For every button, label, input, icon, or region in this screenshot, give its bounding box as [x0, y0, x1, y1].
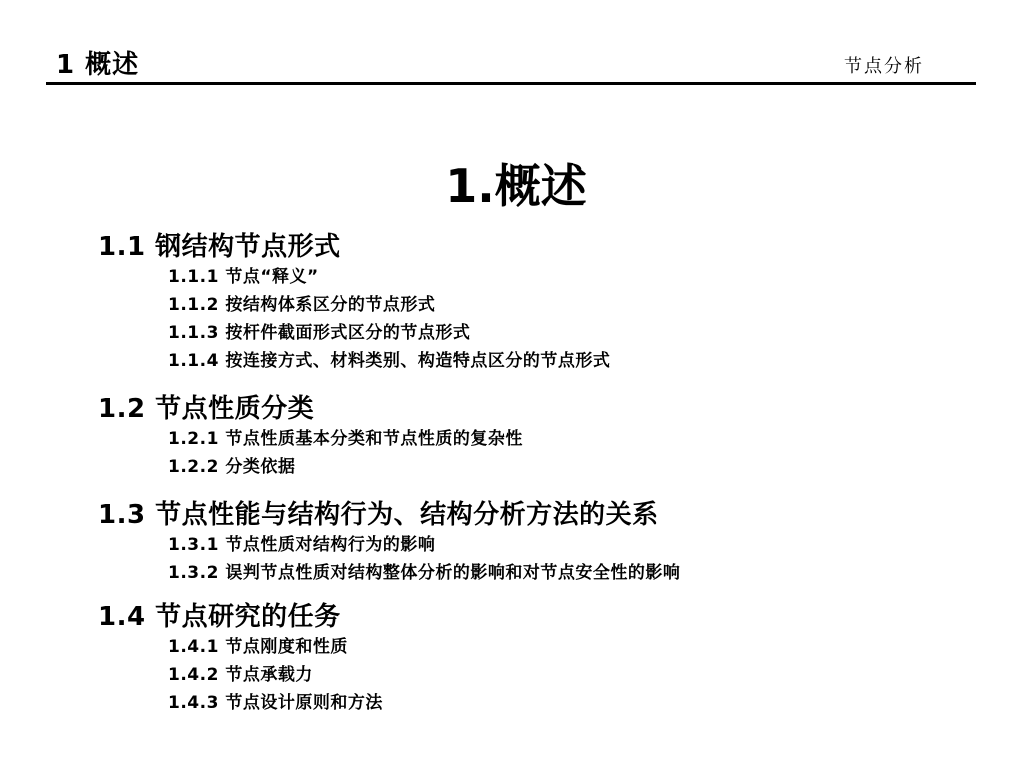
page-title — [0, 150, 1024, 216]
list-item-1-4-3: 1.4.3 节点设计原则和方法 — [168, 693, 383, 713]
section-heading-1-2: 1.2 节点性质分类 — [98, 394, 315, 424]
header-topic-label: 节点分析 — [844, 56, 924, 77]
header-divider — [46, 82, 976, 85]
list-item-1-4-1: 1.4.1 节点刚度和性质 — [168, 637, 348, 657]
list-item-1-4-2: 1.4.2 节点承载力 — [168, 665, 313, 685]
list-item-1-2-1: 1.2.1 节点性质基本分类和节点性质的复杂性 — [168, 429, 523, 449]
page-title-text: 1.概述 — [445, 159, 587, 213]
section-heading-1-1: 1.1 钢结构节点形式 — [98, 232, 341, 262]
list-item-1-1-2: 1.1.2 按结构体系区分的节点形式 — [168, 295, 436, 315]
section-heading-1-4: 1.4 节点研究的任务 — [98, 602, 341, 632]
header-chapter-title: 1 概述 — [56, 50, 140, 80]
list-item-1-1-4: 1.1.4 按连接方式、材料类别、构造特点区分的节点形式 — [168, 351, 611, 371]
list-item-1-3-1: 1.3.1 节点性质对结构行为的影响 — [168, 535, 436, 555]
section-heading-1-3: 1.3 节点性能与结构行为、结构分析方法的关系 — [98, 500, 659, 530]
list-item-1-3-2: 1.3.2 误判节点性质对结构整体分析的影响和对节点安全性的影响 — [168, 563, 681, 583]
list-item-1-1-3: 1.1.3 按杆件截面形式区分的节点形式 — [168, 323, 471, 343]
list-item-1-2-2: 1.2.2 分类依据 — [168, 457, 296, 477]
list-item-1-1-1: 1.1.1 节点“释义” — [168, 267, 319, 287]
